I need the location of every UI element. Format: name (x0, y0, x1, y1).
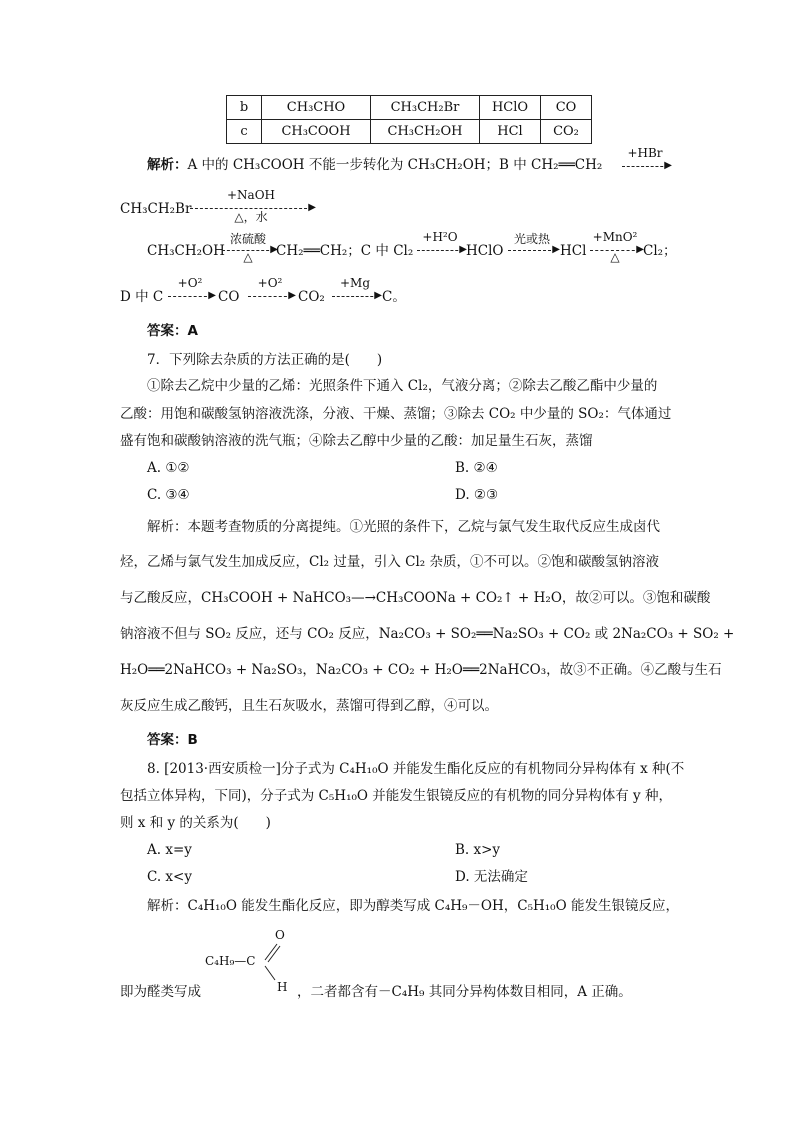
aldehyde-structure (205, 928, 295, 998)
q7-analysis-3: 与乙酸反应，CH₃COOH + NaHCO₃—→CH₃COONa + CO₂↑ + H₂O，故②可以。③饱和碳酸 (120, 590, 711, 606)
q6-line3-mid: CH₂══CH₂；C 中 Cl₂ (276, 243, 414, 259)
table-cell: CH₃CH₂Br (371, 96, 480, 120)
table-cell: c (227, 120, 262, 144)
structure-hydrogen: H (277, 980, 288, 994)
arrow-condition-below: △ (610, 250, 620, 264)
analysis-label: 解析： (147, 157, 188, 173)
q6-line3-start: CH₃CH₂OH (147, 243, 225, 259)
q8-option-c: C. x<y (147, 869, 192, 885)
structure-oxygen: O (275, 928, 285, 942)
q6-line3-end: Cl₂； (643, 243, 677, 259)
q7-analysis-4: 钠溶液不但与 SO₂ 反应，还与 CO₂ 反应，Na₂CO₃ + SO₂══Na₂SO₃ + CO₂ 或 2Na₂CO₃ + SO₂ + (120, 626, 735, 642)
arrow-condition: 浓硫酸 (229, 232, 266, 246)
q8-option-a: A. x=y (147, 842, 192, 858)
arrow-condition: +O² (177, 276, 203, 290)
q6-line3-mid2: HClO (466, 243, 504, 259)
arrow-condition-below: △，水 (234, 210, 268, 224)
q7-stem: 7．下列除去杂质的方法正确的是( ) (147, 352, 383, 368)
q8-stem-1: 8. [2013·西安质检一]分子式为 C₄H₁₀O 并能发生酯化反应的有机物同分异构体有 x 种(不 (147, 761, 685, 777)
reaction-arrow: +NaOH ▶ △，水 (190, 188, 312, 222)
arrow-condition: +NaOH (226, 188, 275, 202)
q7-option-b: B. ②④ (455, 460, 498, 476)
table-cell: b (227, 96, 262, 120)
table-row (227, 96, 592, 120)
reaction-arrow: +O² ▶ (248, 276, 292, 300)
q8-analysis-2-start: 即为醛类写成 (120, 984, 201, 1000)
q7-analysis-6: 灰反应生成乙酸钙，且生石灰吸水，蒸馏可得到乙醇，④可以。 (120, 698, 498, 714)
table-cell: HClO (480, 96, 541, 120)
arrow-condition: +HBr (627, 146, 663, 160)
table-cell: CH₃COOH (262, 120, 371, 144)
reaction-arrow: +O² ▶ (168, 276, 212, 300)
analysis-text: A 中的 CH₃COOH 不能一步转化为 CH₃CH₂OH；B 中 CH₂══CH₂ (187, 157, 603, 173)
q7-answer: 答案：B (147, 732, 198, 748)
arrow-condition: +Mg (339, 276, 371, 290)
reaction-arrow: 光或热 ▶ (508, 230, 556, 254)
q7-body-3: 盛有饱和碳酸钠溶液的洗气瓶；④除去乙醇中少量的乙酸：加足量生石灰，蒸馏 (120, 433, 593, 449)
q6-line4-start: D 中 C (120, 289, 164, 305)
q8-stem-3: 则 x 和 y 的关系为( ) (120, 815, 271, 831)
arrow-condition-below: △ (243, 250, 253, 264)
reaction-arrow: +Mg ▶ (332, 276, 378, 300)
q7-body-1: ①除去乙烷中少量的乙烯：光照条件下通入 Cl₂，气液分离；②除去乙酸乙酯中少量的 (147, 378, 658, 394)
q8-analysis-1: 解析：C₄H₁₀O 能发生酯化反应，即为醇类写成 C₄H₉－OH，C₅H₁₀O 能发生银镜反应， (147, 898, 679, 914)
reaction-arrow: +MnO² ▶ △ (590, 230, 640, 264)
structure-bonds (257, 938, 287, 988)
q7-analysis-2: 烃，乙烯与氯气发生加成反应，Cl₂ 过量，引入 Cl₂ 杂质，①不可以。②饱和碳酸氢钠溶液 (120, 554, 659, 570)
arrow-condition: 光或热 (513, 232, 550, 246)
reaction-arrow: 浓硫酸 ▶ △ (222, 230, 274, 264)
q7-option-d: D. ②③ (455, 487, 499, 503)
q7-option-a: A. ①② (147, 460, 190, 476)
q6-line4-end: C。 (382, 289, 406, 305)
q7-option-c: C. ③④ (147, 487, 190, 503)
arrow-condition: +O² (257, 276, 283, 290)
arrow-condition: +MnO² (592, 230, 638, 244)
q6-line4-mid2: CO₂ (298, 289, 325, 305)
arrow-condition: +H²O (422, 230, 458, 244)
table-cell: CO (541, 96, 592, 120)
q6-line3-mid3: HCl (560, 243, 587, 259)
q6-line4-mid: CO (218, 289, 240, 305)
q6-analysis-line1 (147, 156, 602, 174)
table-cell: CH₃CHO (262, 96, 371, 120)
q7-body-2: 乙酸：用饱和碳酸氢钠溶液洗涤，分液、干燥、蒸馏；③除去 CO₂ 中少量的 SO₂：气体通过 (120, 406, 672, 422)
q8-stem-2: 包括立体异构，下同)，分子式为 C₅H₁₀O 并能发生银镜反应的有机物的同分异构体有 y 种， (120, 788, 672, 804)
substance-table (226, 95, 592, 144)
table-cell: CH₃CH₂OH (371, 120, 480, 144)
reaction-arrow: +H²O ▶ (417, 230, 463, 254)
q6-answer: 答案：A (147, 323, 198, 339)
q8-analysis-2-end: ，二者都含有－C₄H₉ 其同分异构体数目相同，A 正确。 (297, 984, 632, 1000)
table-cell: HCl (480, 120, 541, 144)
q6-line2-start: CH₃CH₂Br (120, 201, 192, 217)
reaction-arrow: +HBr ▶ (622, 148, 668, 172)
q7-analysis-1: 解析：本题考查物质的分离提纯。①光照的条件下，乙烷与氯气发生取代反应生成卤代 (147, 519, 660, 535)
q8-option-b: B. x>y (455, 842, 501, 858)
q8-option-d: D. 无法确定 (455, 869, 528, 885)
q7-analysis-5: H₂O══2NaHCO₃ + Na₂SO₃，Na₂CO₃ + CO₂ + H₂O══2NaHCO₃，故③不正确。④乙酸与生石 (120, 662, 722, 678)
table-cell: CO₂ (541, 120, 592, 144)
table-row (227, 120, 592, 144)
structure-group: C₄H₉—C (205, 954, 256, 968)
